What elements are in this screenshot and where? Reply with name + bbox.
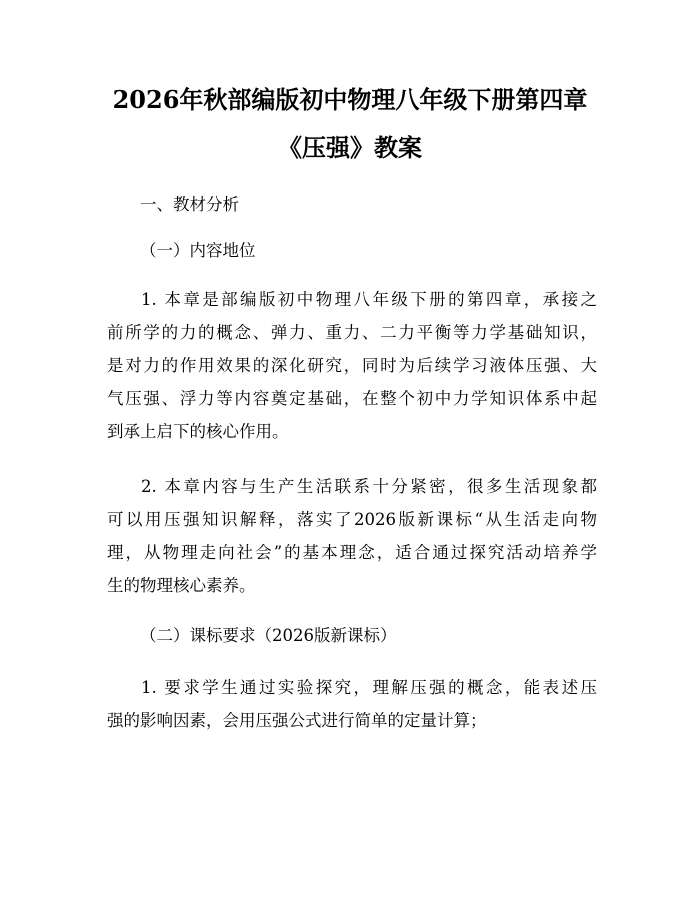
- paragraph-line: 是对力的作用效果的深化研究，同时为后续学习液体压强、大: [107, 356, 597, 375]
- subsection-heading-content-position: （一）内容地位: [140, 241, 256, 260]
- section-heading-textbook-analysis: 一、教材分析: [140, 195, 239, 214]
- paragraph-line: 理，从物理走向社会”的基本理念，适合通过探究活动培养学: [107, 543, 597, 562]
- document-title-line-2: 《压强》教案: [278, 133, 422, 162]
- document-title-line-1: 2026年秋部编版初中物理八年级下册第四章: [112, 85, 588, 114]
- paragraph-line: 到承上启下的核心作用。: [107, 422, 289, 441]
- paragraph-line: 强的影响因素，会用压强公式进行简单的定量计算；: [107, 711, 487, 730]
- paragraph-line: 前所学的力的概念、弹力、重力、二力平衡等力学基础知识，: [107, 323, 597, 342]
- paragraph-line: 1. 本章是部编版初中物理八年级下册的第四章，承接之: [141, 290, 597, 309]
- paragraph-line: 1. 要求学生通过实验探究，理解压强的概念，能表述压: [141, 678, 597, 697]
- paragraph-line: 气压强、浮力等内容奠定基础，在整个初中力学知识体系中起: [107, 389, 597, 408]
- paragraph-line: 2. 本章内容与生产生活联系十分紧密，很多生活现象都: [141, 477, 597, 496]
- paragraph-line: 生的物理核心素养。: [107, 576, 256, 595]
- subsection-heading-curriculum-requirements: （二）课标要求（2026版新课标）: [140, 626, 397, 645]
- paragraph-line: 可以用压强知识解释，落实了2026版新课标“从生活走向物: [107, 510, 597, 529]
